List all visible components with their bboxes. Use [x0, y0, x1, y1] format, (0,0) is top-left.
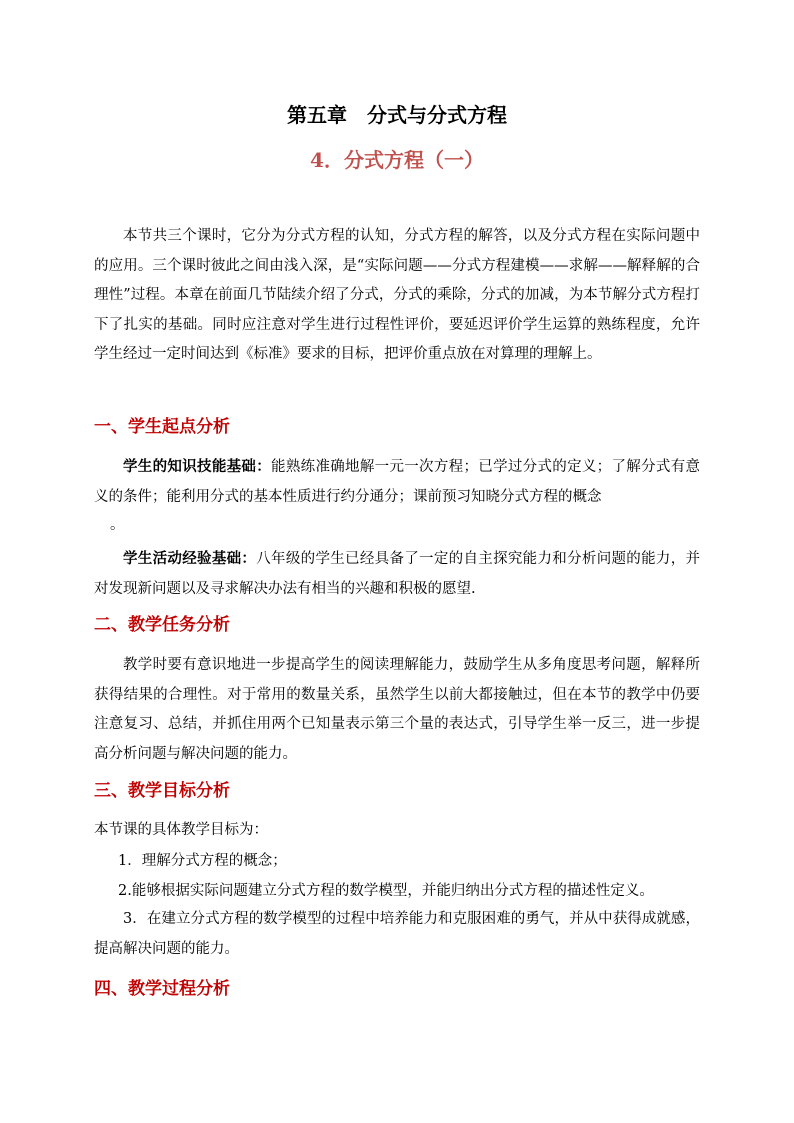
- intro-paragraph: 本节共三个课时，它分为分式方程的认知，分式方程的解答，以及分式方程在实际问题中的应用。三个课时彼此之间由浅入深，是“实际问题——分式方程建模——求解——解释解的合理性”过程。本章在前面几节陆续介绍了分式，分式的乘除，分式的加减，为本节解分式方程打下了扎实的基础。同时应注意对学生进行过程性评价，要延迟评价学生运算的熟练程度，允许学生经过一定时间达到《标准》要求的目标，把评价重点放在对算理的理解上。: [94, 228, 700, 362]
- lesson-title: 4．分式方程（一）: [310, 148, 484, 172]
- objective-item-1: 1．理解分式方程的概念；: [118, 853, 287, 869]
- objective-item-3: 3．在建立分式方程的数学模型的过程中培养能力和克服困难的勇气，并从中获得成就感，提高解决问题的能力。: [94, 911, 700, 957]
- activity-basis-text: 八年级的学生已经具备了一定的自主探究能力和分析问题的能力，并对发现新问题以及寻求解决办法有相当的兴趣和积极的愿望.: [94, 551, 701, 597]
- objectives-lead: 本节课的具体教学目标为：: [94, 822, 268, 838]
- knowledge-basis-label: 学生的知识技能基础：: [123, 458, 272, 475]
- task-analysis-paragraph: 教学时要有意识地进一步提高学生的阅读理解能力，鼓励学生从多角度思考问题，解释所获得结果的合理性。对于常用的数量关系，虽然学生以前大都接触过，但在本节的教学中仍要注意复习、总结，并抓住用两个已知量表示第三个量的表达式，引导学生举一反三，进一步提高分析问题与解决问题的能力。: [94, 657, 700, 762]
- section-heading-student-analysis: 一、学生起点分析: [94, 417, 230, 437]
- activity-basis-label: 学生活动经验基础：: [123, 550, 257, 567]
- knowledge-basis-tail: 。: [110, 517, 125, 533]
- activity-basis-paragraph: [94, 544, 700, 604]
- section-heading-task-analysis: 二、教学任务分析: [94, 615, 230, 635]
- knowledge-basis-text: 能熟练准确地解一元一次方程；已学过分式的定义；了解分式有意义的条件；能利用分式的基本性质进行约分通分；课前预习知晓分式方程的概念: [94, 459, 701, 505]
- knowledge-basis-paragraph: [94, 452, 700, 512]
- section-heading-objectives: 三、教学目标分析: [94, 781, 230, 801]
- section-heading-process: 四、教学过程分析: [94, 979, 230, 999]
- objective-item-2: 2.能够根据实际问题建立分式方程的数学模型，并能归纳出分式方程的描述性定义。: [118, 883, 654, 899]
- chapter-title: 第五章 分式与分式方程: [287, 103, 507, 127]
